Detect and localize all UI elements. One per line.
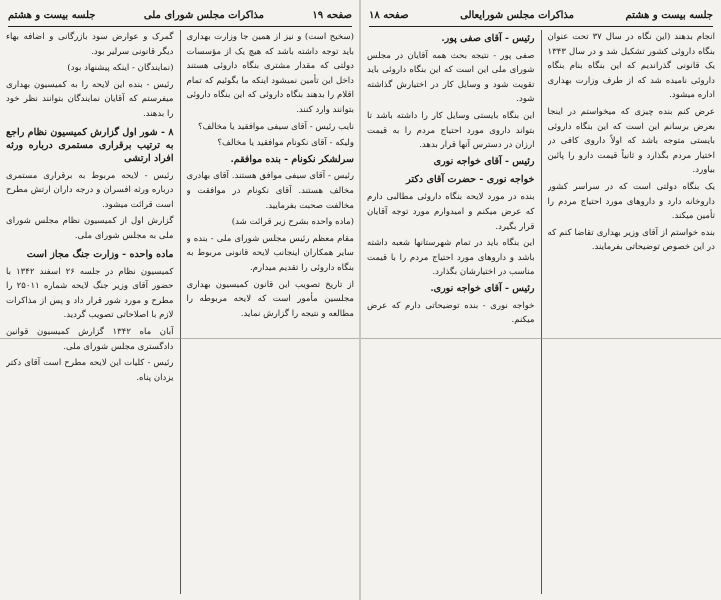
section-heading: ۸ - شور اول گزارش کمیسیون نظام راجع به ترتیب برقراری مستمری درباره ورثه افراد ارتشی bbox=[6, 126, 174, 164]
paragraph: این بنگاه بایستی وسایل کار را داشته باشد تا بتواند داروی مورد احتیاج مردم را به قیمت ارزان در دسترس آنها قرار بدهد. bbox=[367, 110, 535, 151]
paragraph: (ماده واحده بشرح زیر قرائت شد) bbox=[231, 217, 354, 228]
paragraph: بنده در مورد لایحه بنگاه داروئی مطالبی دارم که عرض میکنم و امیدوارم مورد توجه آقایان قرار بگیرد. bbox=[367, 192, 535, 232]
paragraph: رئیس - کلیات این لایحه مطرح است آقای دکتر یزدان پناه. bbox=[6, 358, 174, 383]
section-heading: خواجه نوری - حضرت آقای دکتر bbox=[406, 174, 535, 186]
paragraph: کمیسیون نظام در جلسه ۲۶ اسفند ۱۳۴۲ با حضور آقای وزیر جنگ لایحه شماره ۲۵۰۱۱ را مطرح و مورد شور قرار داد و پس از مذاکرات لازم با اصلاحاتی تصویب گردید. bbox=[6, 266, 174, 321]
column-divider bbox=[541, 30, 542, 594]
paragraph: عرض کنم بنده چیزی که میخواستم در اینجا بعرض برسانم این است که این بنگاه داروئی بایستی متوجه باشد که اولاً داروی کافی در اختیار مردم بگذارد و ثانیاً قیمت دارو را پائین بیاورد. bbox=[547, 106, 715, 176]
right-page-number: صفحه ۱۸ bbox=[369, 9, 409, 21]
paragraph: این بنگاه باید در تمام شهرستانها شعبه داشته باشد و داروهای مورد احتیاج مردم را با قیمت مناسب در اختیارشان بگذارد. bbox=[367, 238, 535, 278]
left-session-title: جلسه بیست و هشتم bbox=[8, 9, 96, 21]
paragraph: خواجه نوری - بنده توضیحاتی دارم که عرض میکنم. bbox=[367, 300, 535, 326]
speaker-line: رئیس - آقای صفی پور. bbox=[441, 33, 535, 44]
paragraph: بنده خواستم از آقای وزیر بهداری تقاضا کنم که در این خصوص توضیحاتی بفرمایند. bbox=[547, 227, 715, 253]
paragraph: مقام معظم رئیس مجلس شورای ملی - بنده و سایر همکاران اینجانب لایحه قانونی مربوط به بنگاه داروئی را تقدیم میدارم. bbox=[186, 233, 354, 273]
paragraph: گزارش اول از کمیسیون نظام مجلس شورای ملی به مجلس شورای ملی. bbox=[6, 216, 174, 241]
right-page-left-column bbox=[367, 30, 535, 594]
page-fold-line bbox=[0, 338, 360, 339]
paragraph: (نمایندگان - اینکه پیشنهاد بود) bbox=[67, 63, 174, 74]
paragraph: گمرک و عوارض سود بازرگانی و اضافه بهاء دیگر قانونی سرلیر بود. bbox=[6, 32, 174, 57]
left-page-columns bbox=[6, 30, 354, 594]
left-page-right-column bbox=[187, 30, 355, 594]
header-rule bbox=[369, 26, 713, 27]
paragraph: رئیس - آقای سیفی موافق هستند. آقای بهادری مخالف هستند. آقای نکونام در موافقت و مخالفت صحبت بفرمایید. bbox=[186, 171, 354, 211]
left-page-number: صفحه ۱۹ bbox=[312, 9, 352, 21]
speaker-line: رئیس - آقای خواجه نوری. bbox=[430, 282, 535, 294]
right-page-right-column bbox=[548, 30, 716, 594]
right-session-title: جلسه بیست و هشتم bbox=[625, 9, 713, 21]
paragraph: رئیس - بنده این لایحه را به کمیسیون بهداری میفرستم که آقایان نمایندگان بتوانند نظر خود را بدهند. bbox=[6, 79, 174, 119]
paragraph: آبان ماه ۱۳۴۲ گزارش کمیسیون قوانین دادگستری مجلس شورای ملی. bbox=[6, 326, 174, 352]
column-divider bbox=[180, 30, 181, 594]
right-page-columns bbox=[367, 30, 715, 594]
paragraph: از تاریخ تصویب این قانون کمیسیون بهداری مجلسین مأمور است که لایحه مربوطه را مطالعه و نتیجه را گزارش نماید. bbox=[186, 279, 354, 319]
paragraph: نایب رئیس - آقای سیفی موافقید یا مخالف؟ bbox=[198, 121, 354, 132]
speaker-line: سرلشکر نکونام - بنده موافقم. bbox=[230, 153, 354, 165]
left-series-title: مذاکرات مجلس شورای ملی bbox=[143, 9, 265, 21]
right-page-header bbox=[369, 6, 713, 24]
section-heading: ماده واحده - وزارت جنگ مجاز است bbox=[26, 248, 174, 260]
paragraph: انجام بدهند (این نگاه در سال ۳۷ تحت عنوان بنگاه داروئی کشور تشکیل شد و در سال ۱۳۴۳ یک قانونی گذراندیم که این بنگاه بنام بنگاه داروئی نامیده شد که از طرف وزارت بهداری اداره میشود. bbox=[547, 32, 715, 101]
paragraph: صفی پور - نتیجه بحث همه آقایان در مجلس شورای ملی این است که این بنگاه داروئی باید تقویت شود و وسایل کار در اختیارش گذاشته شود. bbox=[367, 50, 535, 105]
left-page-header bbox=[8, 6, 352, 24]
speaker-line: رئیس - آقای خواجه نوری bbox=[433, 155, 535, 167]
paragraph: رئیس - لایحه مربوط به برقراری مستمری درباره ورثه افسران و درجه داران ارتش مطرح است قرائت میشود. bbox=[6, 170, 174, 210]
page-fold-line bbox=[361, 338, 721, 339]
right-page bbox=[361, 0, 721, 600]
header-rule bbox=[8, 26, 352, 27]
right-series-title: مذاکرات مجلس شورایعالی bbox=[460, 9, 575, 21]
paragraph: (سخیح است) و نیز از همین جا وزارت بهداری باید توجه داشته باشد که هیچ یک از مؤسسات دولتی که مقدار مشتری بنگاه داروئی هستند داخل این تأمین نمیشود اینکه ما بگوئیم که تمام اقلام را بدهند بنگاه داروئی که این بنگاه داروئی بتوانند وارد کنند. bbox=[186, 32, 354, 115]
paragraph: یک بنگاه دولتی است که در سراسر کشور داروخانه دارد و داروهای مورد احتیاج مردم را تأمین میکند. bbox=[547, 181, 715, 222]
left-page bbox=[0, 0, 360, 600]
left-page-left-column bbox=[6, 30, 174, 594]
paragraph: ولیکه - آقای نکونام موافقید یا مخالف؟ bbox=[217, 138, 354, 149]
